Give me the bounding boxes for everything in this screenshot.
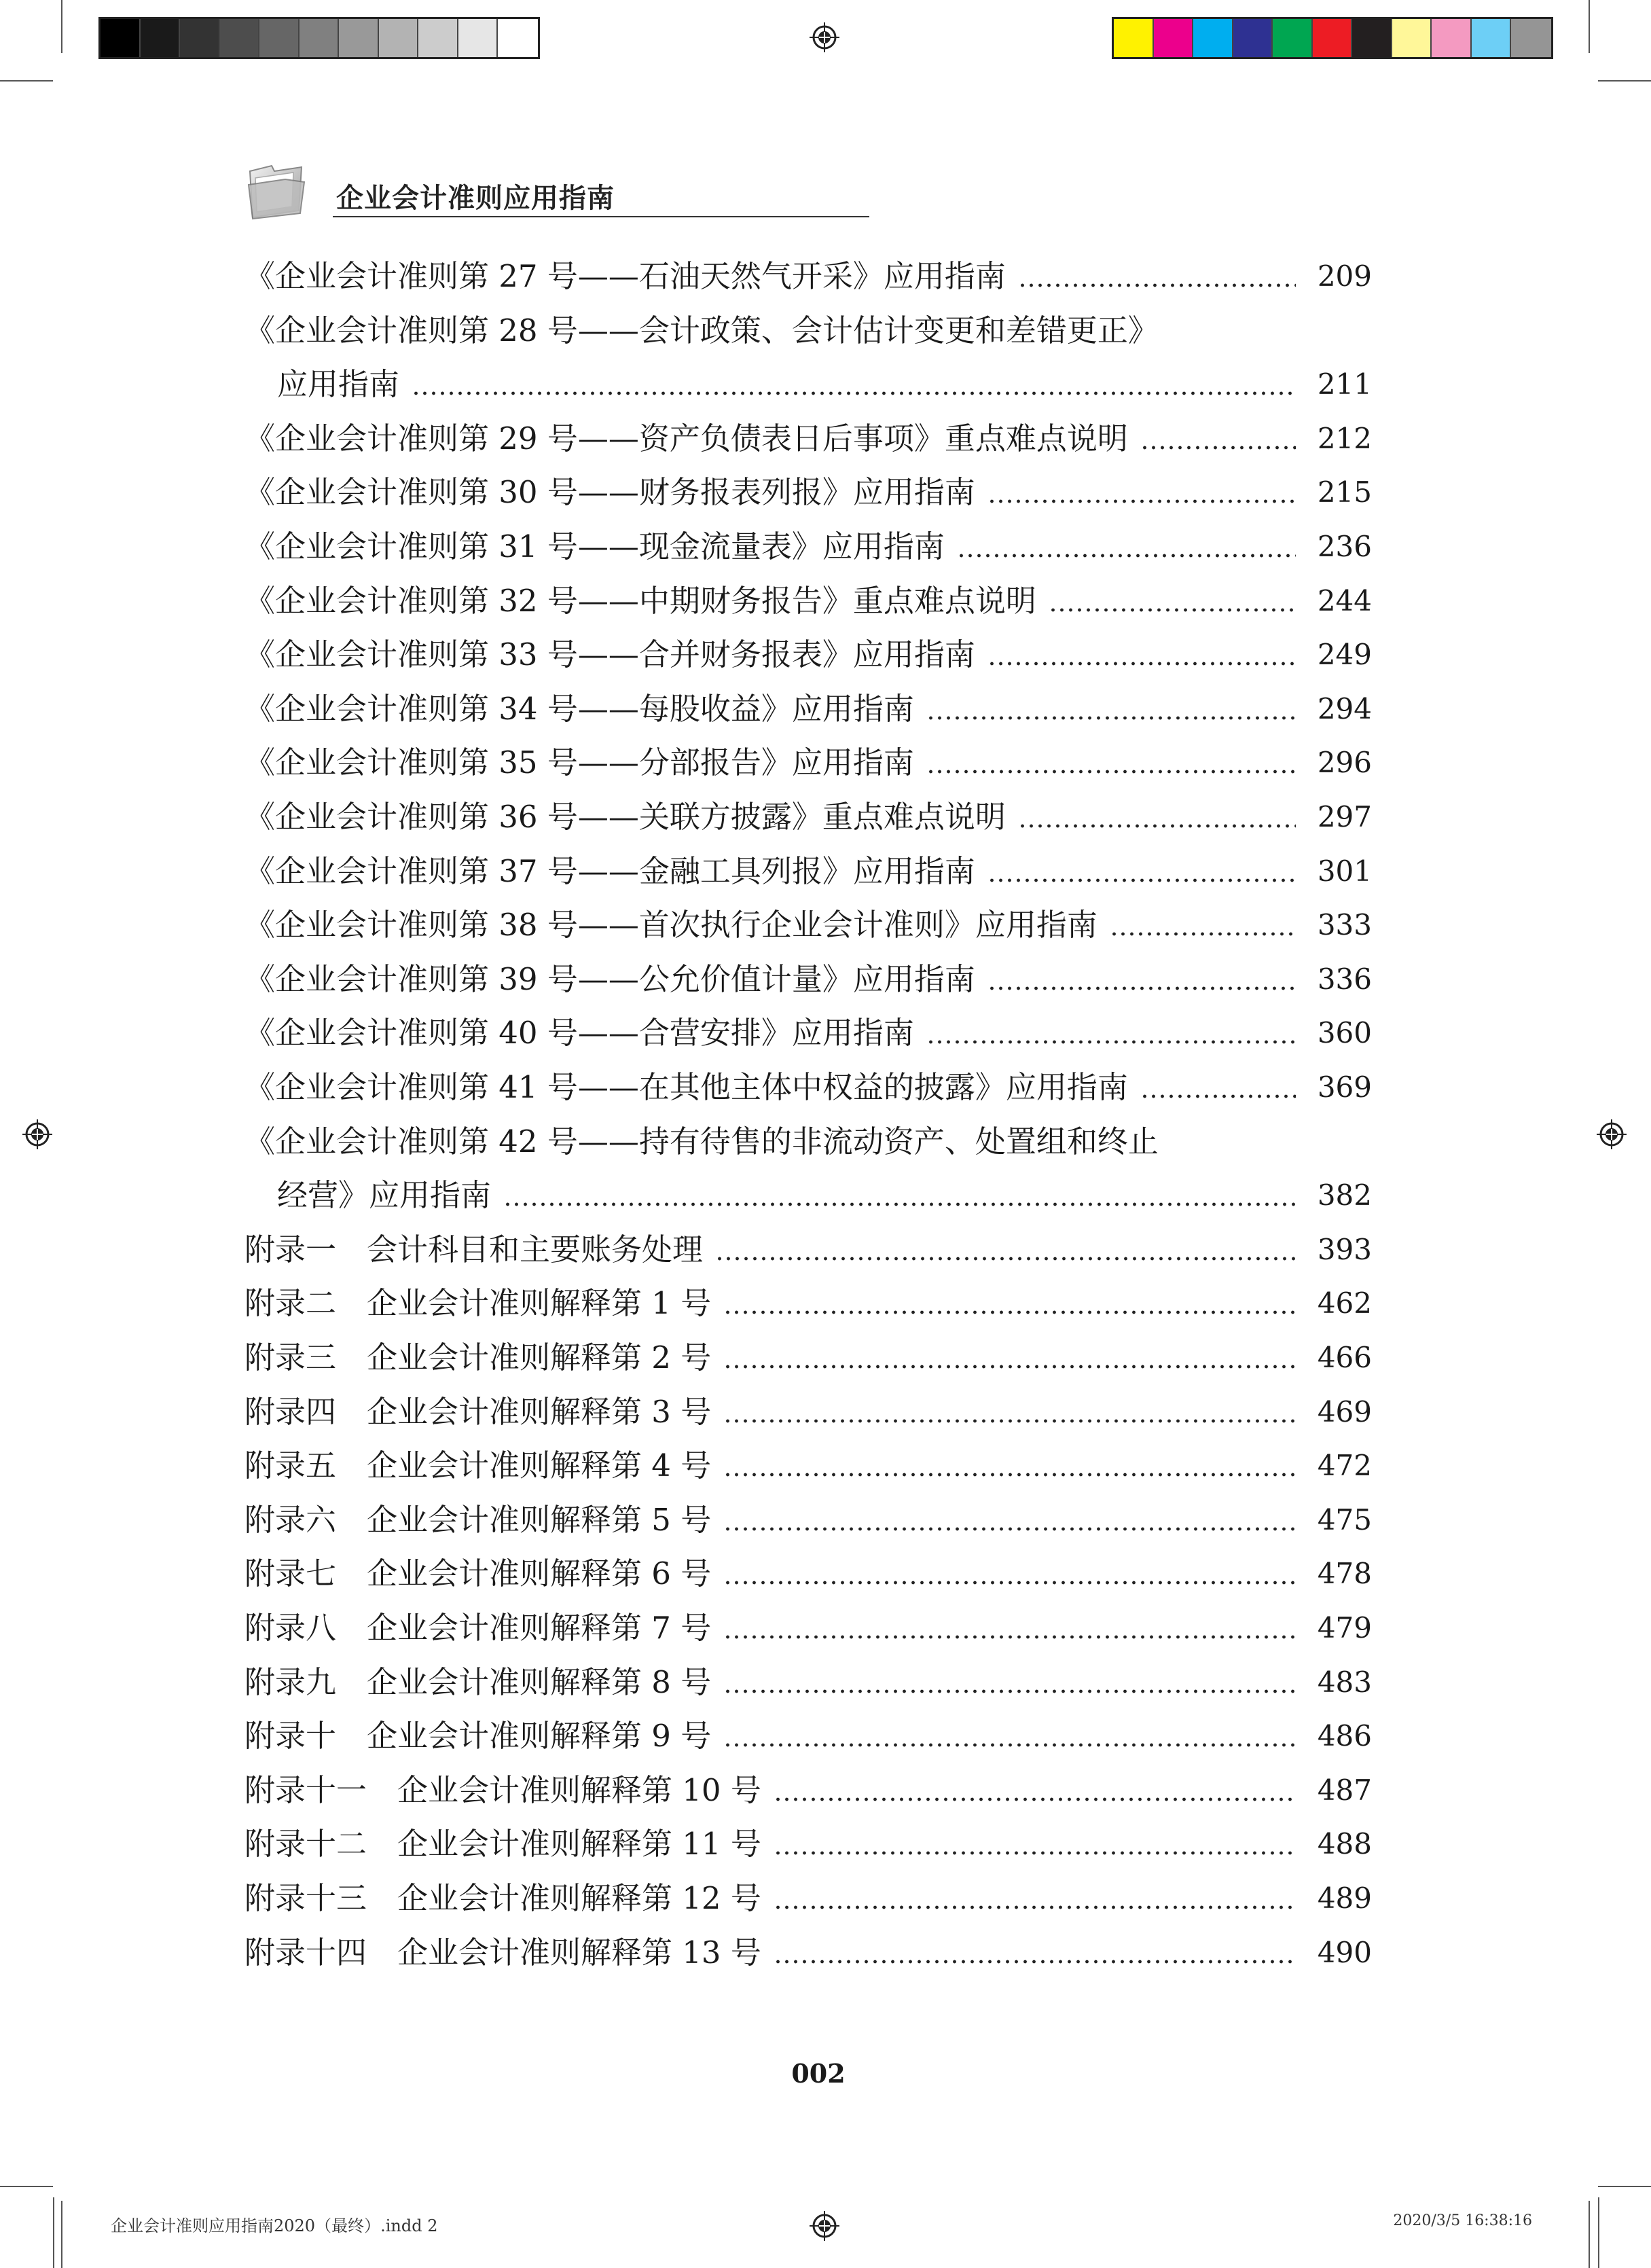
toc-leader-dots	[1049, 608, 1296, 612]
toc-row	[244, 742, 1372, 783]
toc-row	[244, 1500, 1372, 1541]
toc-entry-title: 附录二 企业会计准则解释第 1 号	[244, 1285, 712, 1321]
toc-row	[244, 634, 1372, 675]
toc-entry-page: 487	[1317, 1774, 1372, 1807]
toc-leader-dots	[987, 499, 1296, 503]
toc-row	[244, 1932, 1372, 1973]
toc-entry-title: 《企业会计准则第 28 号——会计政策、会计估计变更和差错更正》	[244, 312, 1159, 348]
toc-entry-title: 《企业会计准则第 39 号——公允价值计量》应用指南	[244, 961, 975, 997]
toc-entry-title: 《企业会计准则第 37 号——金融工具列报》应用指南	[244, 853, 975, 889]
toc-row	[244, 1337, 1372, 1378]
toc-leader-dots	[1018, 283, 1296, 287]
toc-entry-page: 215	[1317, 475, 1372, 509]
toc-entry-page: 462	[1317, 1286, 1372, 1320]
toc-row	[244, 959, 1372, 1000]
toc-leader-dots	[723, 1365, 1296, 1369]
toc-leader-dots	[957, 554, 1296, 558]
toc-row	[244, 689, 1372, 730]
toc-entry-title: 《企业会计准则第 33 号——合并财务报表》应用指南	[244, 636, 975, 672]
toc-row	[244, 1608, 1372, 1649]
toc-row	[244, 1662, 1372, 1703]
toc-entry-page: 469	[1317, 1395, 1372, 1428]
toc-entry-title: 《企业会计准则第 42 号——持有待售的非流动资产、处置组和终止	[244, 1123, 1159, 1159]
toc-entry-title: 附录十四 企业会计准则解释第 13 号	[244, 1934, 761, 1970]
toc-entry-page: 483	[1317, 1666, 1372, 1699]
toc-entry-page: 333	[1317, 908, 1372, 941]
toc-row	[244, 526, 1372, 567]
toc-row	[244, 581, 1372, 622]
slug-file-name: 企业会计准则应用指南2020（最终）.indd 2	[111, 2216, 438, 2235]
toc-entry-title: 附录十一 企业会计准则解释第 10 号	[244, 1772, 761, 1808]
toc-entry-page: 490	[1317, 1936, 1372, 1969]
toc-entry-title: 《企业会计准则第 30 号——财务报表列报》应用指南	[244, 474, 975, 510]
toc-entry-page: 382	[1317, 1178, 1372, 1212]
toc-entry-page: 249	[1317, 638, 1372, 671]
toc-entry-title: 《企业会计准则第 32 号——中期财务报告》重点难点说明	[244, 583, 1036, 619]
toc-entry-title: 附录七 企业会计准则解释第 6 号	[244, 1555, 712, 1591]
toc-row	[244, 797, 1372, 838]
toc-leader-dots	[774, 1797, 1296, 1801]
toc-leader-dots	[926, 716, 1296, 720]
toc-leader-dots	[926, 1040, 1296, 1044]
toc-entry-title: 《企业会计准则第 31 号——现金流量表》应用指南	[244, 528, 945, 564]
toc-leader-dots	[723, 1743, 1296, 1747]
toc-row	[244, 905, 1372, 946]
toc-leader-dots	[723, 1581, 1296, 1585]
toc-entry-title: 附录六 企业会计准则解释第 5 号	[244, 1502, 712, 1538]
toc-entry-page: 486	[1317, 1719, 1372, 1752]
toc-entry-title: 《企业会计准则第 29 号——资产负债表日后事项》重点难点说明	[244, 420, 1128, 456]
toc-entry-page: 479	[1317, 1611, 1372, 1644]
toc-entry-title: 附录十三 企业会计准则解释第 12 号	[244, 1880, 761, 1916]
toc-entry-title: 附录一 会计科目和主要账务处理	[244, 1231, 704, 1267]
toc-leader-dots	[987, 986, 1296, 990]
toc-leader-dots	[412, 391, 1296, 395]
toc-entry-page: 294	[1317, 692, 1372, 725]
toc-row	[244, 1392, 1372, 1433]
toc-row	[244, 1553, 1372, 1594]
toc-entry-title: 附录五 企业会计准则解释第 4 号	[244, 1447, 712, 1483]
toc-leader-dots	[1140, 1094, 1296, 1098]
toc-row	[244, 1716, 1372, 1757]
toc-row	[244, 1878, 1372, 1919]
toc-entry-title: 附录八 企业会计准则解释第 7 号	[244, 1610, 712, 1646]
toc-entry-page: 296	[1317, 746, 1372, 779]
toc-row	[244, 310, 1372, 351]
toc-leader-dots	[723, 1527, 1296, 1531]
running-header-title: 企业会计准则应用指南	[336, 183, 615, 214]
slug-timestamp: 2020/3/5 16:38:16	[1393, 2212, 1532, 2229]
toc-leader-dots	[774, 1960, 1296, 1964]
toc-entry-page: 301	[1317, 854, 1372, 888]
toc-entry-page: 466	[1317, 1341, 1372, 1374]
toc-entry-title: 附录十二 企业会计准则解释第 11 号	[244, 1826, 761, 1862]
toc-leader-dots	[1110, 932, 1296, 936]
toc-row	[244, 1013, 1372, 1054]
toc-entry-page: 488	[1317, 1827, 1372, 1860]
toc-entry-title: 《企业会计准则第 36 号——关联方披露》重点难点说明	[244, 799, 1006, 835]
toc-entry-page: 369	[1317, 1070, 1372, 1104]
toc-row	[244, 256, 1372, 297]
toc-row	[244, 1770, 1372, 1811]
toc-leader-dots	[774, 1851, 1296, 1855]
toc-leader-dots	[723, 1635, 1296, 1639]
toc-entry-page: 393	[1317, 1233, 1372, 1266]
toc-leader-dots	[1140, 446, 1296, 450]
toc-row	[244, 851, 1372, 892]
toc-entry-title: 《企业会计准则第 34 号——每股收益》应用指南	[244, 691, 914, 727]
toc-entry-title: 《企业会计准则第 38 号——首次执行企业会计准则》应用指南	[244, 907, 1097, 943]
toc-entry-page: 209	[1317, 259, 1372, 293]
toc-row	[244, 364, 1372, 405]
toc-leader-dots	[503, 1202, 1296, 1206]
toc-row	[244, 1121, 1372, 1162]
toc-leader-dots	[926, 770, 1296, 774]
toc-row	[244, 418, 1372, 459]
toc-entry-title: 附录四 企业会计准则解释第 3 号	[244, 1394, 712, 1430]
toc-leader-dots	[1018, 824, 1296, 828]
toc-entry-page: 475	[1317, 1503, 1372, 1536]
toc-row	[244, 1283, 1372, 1324]
toc-row	[244, 1445, 1372, 1486]
toc-entry-title: 《企业会计准则第 35 号——分部报告》应用指南	[244, 744, 914, 780]
toc-entry-page: 212	[1317, 422, 1372, 455]
toc-entry-page: 336	[1317, 962, 1372, 996]
toc-leader-dots	[774, 1905, 1296, 1909]
toc-entry-page: 478	[1317, 1557, 1372, 1590]
toc-leader-dots	[723, 1689, 1296, 1693]
toc-entry-page: 360	[1317, 1016, 1372, 1049]
toc-leader-dots	[715, 1257, 1296, 1261]
toc-row	[244, 1067, 1372, 1108]
toc-entry-page: 244	[1317, 584, 1372, 617]
toc-entry-title: 《企业会计准则第 27 号——石油天然气开采》应用指南	[244, 258, 1006, 294]
page-number: 002	[791, 2058, 846, 2089]
toc-entry-title: 应用指南	[277, 366, 400, 402]
toc-leader-dots	[723, 1310, 1296, 1314]
toc-entry-title: 《企业会计准则第 40 号——合营安排》应用指南	[244, 1015, 914, 1051]
toc-leader-dots	[987, 878, 1296, 882]
toc-entry-title: 经营》应用指南	[277, 1177, 492, 1213]
toc-entry-title: 附录三 企业会计准则解释第 2 号	[244, 1339, 712, 1375]
toc-row	[244, 1824, 1372, 1865]
toc-entry-page: 211	[1317, 367, 1372, 401]
toc-leader-dots	[987, 662, 1296, 666]
toc-entry-title: 附录十 企业会计准则解释第 9 号	[244, 1718, 712, 1754]
toc-leader-dots	[723, 1419, 1296, 1423]
toc-entry-page: 297	[1317, 800, 1372, 833]
toc-row	[244, 1229, 1372, 1270]
toc-entry-page: 472	[1317, 1449, 1372, 1482]
toc-leader-dots	[723, 1473, 1296, 1477]
toc-row	[244, 472, 1372, 513]
toc-entry-page: 236	[1317, 530, 1372, 563]
toc-row	[244, 1175, 1372, 1216]
toc-entry-title: 附录九 企业会计准则解释第 8 号	[244, 1664, 712, 1700]
toc-entry-title: 《企业会计准则第 41 号——在其他主体中权益的披露》应用指南	[244, 1069, 1128, 1105]
toc-entry-page: 489	[1317, 1882, 1372, 1915]
